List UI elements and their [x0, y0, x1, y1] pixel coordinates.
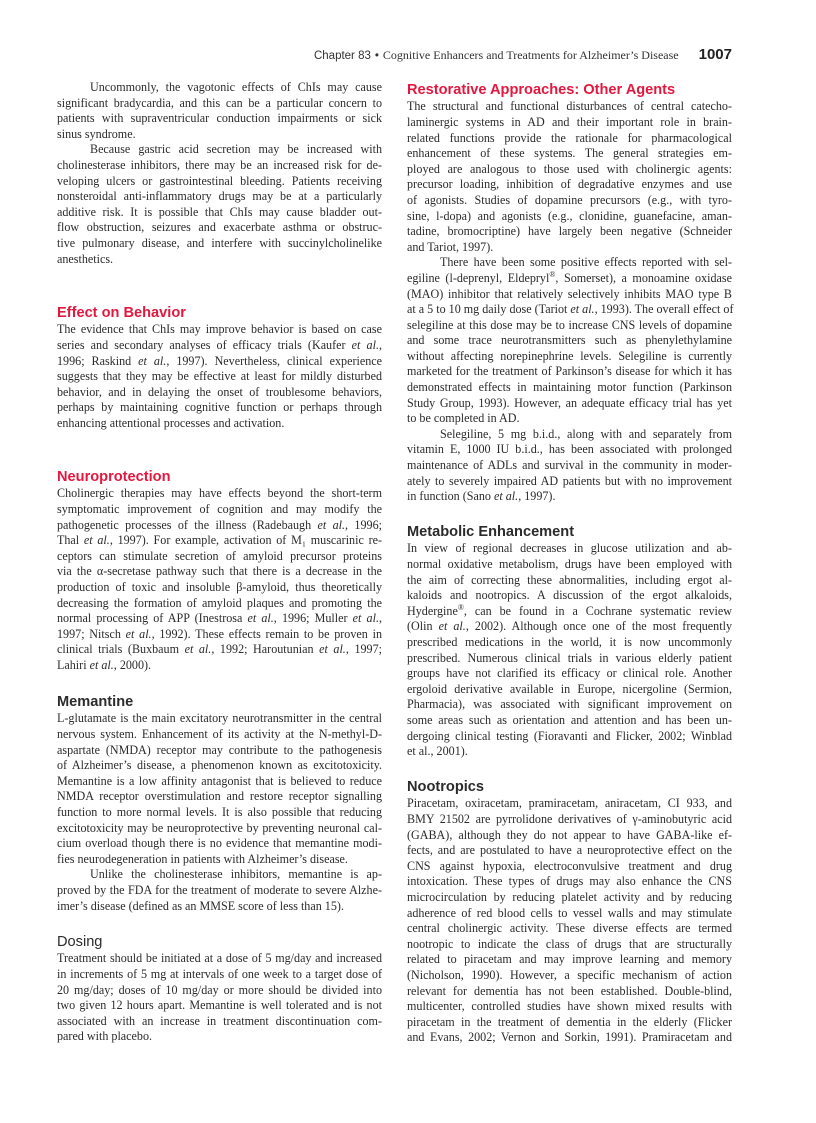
text-line: production of toxic and insoluble β-amyloid, thus theoretically: [57, 579, 382, 594]
text-line: associated with an increase in treatment discontinuation com-: [57, 1013, 382, 1028]
text-line: cium overload though there is no evidence that memantine modi-: [57, 836, 382, 851]
text-line: maintenance of ADLs and survival in the community in moder-: [407, 458, 732, 473]
text-line: precursor loading, inhibition of degradative enzymes and use: [407, 177, 732, 192]
section-heading: Nootropics: [407, 779, 485, 795]
text-line: without affecting norepinephrine levels. Selegiline is currently: [407, 348, 732, 363]
text-line: and Evans, 2002; Vernon and Sorkin, 1991). Pramiracetam and: [407, 1030, 732, 1045]
paragraph: [407, 99, 732, 255]
text-line: additive risk. It is possible that ChIs may cause bladder out-: [57, 204, 382, 219]
text-line: suggests that they may be effective at least for mildly disturbed: [57, 369, 382, 384]
text-line: In view of regional decreases in glucose utilization and ab-: [407, 541, 732, 556]
text-line: Uncommonly, the vagotonic effects of ChIs may cause: [90, 80, 382, 94]
text-line: selegiline at this dose may be to increase CNS levels of dopamine: [407, 317, 732, 332]
text-line: imer’s disease (defined as an MMSE score of less than 15).: [57, 898, 344, 913]
text-line: nonsteroidal anti-inflammatory drugs may be at a particularly: [57, 189, 382, 204]
text-line: groups have not clarified its efficacy or clinical role. Another: [407, 666, 732, 681]
chapter-label: Chapter 83: [313, 50, 371, 62]
text-line: NMDA receptor overstimulation and restore receptor signalling: [57, 789, 382, 804]
paragraph: [57, 867, 382, 914]
text-line: 1997; Nitsch et al., 1992). These effects remain to be proven in: [57, 626, 382, 641]
text-line: and some trace neurotransmitters such as phenylethylamine: [407, 333, 732, 348]
text-line: sinus syndrome.: [57, 126, 136, 141]
text-line: normal oxidative metabolism, drugs have been employed with: [407, 556, 732, 571]
text-line: of agonists. Studies of dopamine precursors (e.g., with tyro-: [407, 192, 732, 207]
paragraph: [57, 711, 382, 867]
text-line: proved by the FDA for the treatment of moderate to severe Alzhe-: [57, 882, 382, 897]
text-line: Thal et al., 1997). For example, activation of M₁ muscarinic re-: [57, 533, 382, 548]
text-line: (GABA), although they do not appear to have GABA-like ef-: [407, 827, 732, 842]
paragraph: [407, 427, 732, 505]
text-line: cholinesterase inhibitors, there may be an increased risk for de-: [57, 157, 382, 172]
paragraph: [407, 255, 732, 427]
text-line: veloping ulcers or gastrointestinal bleeding. Patients receiving: [57, 173, 382, 188]
text-line: multicenter, controlled studies have shown mixed results with: [407, 999, 732, 1014]
paragraph: [407, 541, 732, 759]
text-line: ployed are analogous to those used with cholinergic agents:: [407, 161, 732, 176]
text-line: of Alzheimer’s disease, a phenomenon known as excitotoxicity.: [57, 758, 382, 773]
text-line: decreasing the formation of amyloid plaques and promoting the: [57, 595, 382, 610]
header-bullet: •: [374, 50, 379, 62]
text-line: related to piracetam and may improve learning and memory: [407, 952, 732, 967]
text-line: pathogenetic processes of the illness (Radebaugh et al., 1996;: [57, 517, 382, 532]
text-line: Study Group, 1993). However, an adequate efficacy trial has yet: [407, 395, 732, 410]
text-line: in function (Sano et al., 1997).: [407, 489, 556, 504]
section: [57, 933, 382, 1045]
text-line: kaloids and nootropics. A discussion of the ergot alkaloids,: [407, 588, 732, 603]
section-heading: Effect on Behavior: [57, 305, 186, 321]
text-line: Unlike the cholinesterase inhibitors, memantine is ap-: [90, 867, 382, 882]
text-line: adherence of red blood cells to vessel walls and may stimulate: [407, 905, 732, 920]
text-line: normal processing of APP (Inestrosa et al., 1996; Muller et al.,: [57, 611, 382, 626]
text-line: to be completed in AD.: [407, 411, 520, 426]
text-line: Pharmacia), was associated with significant improvement on: [407, 697, 732, 712]
text-line: piracetam in the treatment of dementia in the elderly (Flicker: [407, 1014, 732, 1029]
section-heading: Neuroprotection: [57, 469, 171, 485]
paragraph: [57, 80, 382, 142]
text-line: behavior, and in delaying the onset of troublesome behaviors,: [57, 384, 382, 399]
text-line: Cholinergic therapies may have effects beyond the short-term: [57, 486, 382, 501]
text-line: (Olin et al., 2002). Although once one of the most frequently: [407, 619, 732, 634]
text-line: Because gastric acid secretion may be increased with: [90, 142, 382, 157]
text-line: Piracetam, oxiracetam, pramiracetam, aniracetam, CI 933, and: [407, 796, 732, 811]
text-line: prescribed. Numerous clinical trials in various elderly patient: [407, 650, 732, 665]
text-line: Lahiri et al., 2000).: [57, 657, 152, 672]
text-line: related functions provide the rationale for pharmacological: [407, 130, 732, 145]
section: [407, 778, 732, 1046]
text-line: fies neurodegeneration in patients with Alzheimer’s disease.: [57, 851, 348, 866]
text-line: BMY 21502 are pyrrolidone derivatives of γ-aminobutyric acid: [407, 811, 732, 826]
text-line: demonstrated effects in maintaining motor function (Parkinson: [407, 380, 732, 395]
paragraph: [407, 796, 732, 1046]
text-line: prescribed medications in the world, it is now uncommonly: [407, 634, 732, 649]
text-line: dergoing clinical testing (Fioravanti and Flicker, 2002; Winblad: [407, 728, 732, 743]
text-line: enhancement of these systems. The general strategies em-: [407, 146, 732, 161]
text-line: laminergic systems in AD and their important role in brain-: [407, 114, 732, 129]
paragraph: [57, 322, 382, 431]
text-line: microcirculation by reducing platelet activity and by reducing: [407, 889, 732, 904]
text-line: function to more normal levels. It is also possible that reducing: [57, 804, 382, 819]
text-line: tadine, bromocriptine) have largely been negative (Schneider: [407, 224, 732, 239]
text-line: nervous system. Enhancement of its activity at the N-methyl-D-: [57, 726, 382, 741]
text-line: tive pulmonary disease, and interfere with succinylcholinelike: [57, 235, 382, 250]
section-heading: Metabolic Enhancement: [407, 524, 575, 540]
text-line: fects, and are postulated to have a neuroprotective effect on the: [407, 843, 732, 858]
paragraph: [57, 486, 382, 673]
text-line: CNS against hypoxia, electroconvulsive treatment and drug: [407, 858, 732, 873]
text-line: excitotoxicity may be neuroprotective by preventing neuronal cal-: [57, 820, 382, 835]
page-number: 1007: [698, 46, 732, 63]
text-line: Selegiline, 5 mg b.i.d., along with and separately from: [440, 426, 732, 441]
text-line: pared with placebo.: [57, 1029, 153, 1044]
text-line: Hydergine®, can be found in a Cochrane systematic review: [407, 602, 732, 618]
text-line: (MAO) inhibitor that relatively selectively inhibits MAO type B: [407, 286, 732, 301]
text-line: patients with supraventricular conduction impairments or sick: [57, 111, 382, 126]
text-line: in increments of 5 mg at intervals of one week to a target dose of: [57, 966, 382, 981]
section: [407, 523, 732, 760]
text-line: ceptors can stimulate secretion of amyloid precursor proteins: [57, 548, 382, 563]
text-line: some areas such as orientation and attention and has been un-: [407, 712, 732, 727]
text-line: enhancing attentional processes and activation.: [57, 415, 285, 430]
section: [57, 304, 382, 432]
text-line: ately to severely impaired AD patients but with no improvement: [407, 473, 732, 488]
text-line: egiline (l-deprenyl, Eldepryl®, Somerset), a monoamine oxidase: [407, 269, 732, 285]
text-line: perhaps by maintaining cognitive function or perhaps through: [57, 400, 382, 415]
text-line: anesthetics.: [57, 251, 114, 266]
section-heading: Dosing: [57, 934, 103, 950]
chapter-title: Cognitive Enhancers and Treatments for Alzheimer’s Disease: [382, 48, 679, 62]
section: [57, 468, 382, 674]
text-line: marketed for the treatment of Parkinson’s disease for which it has: [407, 364, 732, 379]
text-line: et al., 2001).: [407, 744, 468, 759]
text-line: sine, l-dopa) and agonists (e.g., clonidine, guanefacine, aman-: [407, 208, 732, 223]
running-header: [314, 47, 732, 64]
text-line: There have been some positive effects reported with sel-: [440, 255, 732, 270]
text-line: at a 5 to 10 mg daily dose (Tariot et al., 1993). The overall effect of: [407, 302, 734, 317]
text-line: aspartate (NMDA) receptor may contribute to the pathogenesis: [57, 742, 382, 757]
text-line: (Nicholson, 1990). However, a specific mechanism of action: [407, 967, 732, 982]
text-line: symptomatic improvement of cognition and may modify the: [57, 501, 382, 516]
text-line: significant bradycardia, and this can be a particular concern to: [57, 95, 382, 110]
paragraph: [57, 142, 382, 267]
text-line: two given 12 hours apart. Memantine is well tolerated and is not: [57, 998, 382, 1013]
text-line: and Tariot, 1997).: [407, 239, 494, 254]
text-line: via the α-secretase pathway such that there is a decrease in the: [57, 564, 382, 579]
text-line: central cholinergic activity. These diverse effects are termed: [407, 921, 732, 936]
text-line: clinical trials (Buxbaum et al., 1992; Haroutunian et al., 1997;: [57, 642, 382, 657]
text-line: L-glutamate is the main excitatory neurotransmitter in the central: [57, 711, 382, 726]
section: [57, 80, 382, 267]
text-line: relevant for dementia has not been established. Double-blind,: [407, 983, 732, 998]
section-heading: Memantine: [57, 694, 134, 710]
text-line: vitamin E, 1000 IU b.i.d., has been associated with prolonged: [407, 442, 732, 457]
text-line: 1996; Raskind et al., 1997). Nevertheless, clinical experience: [57, 353, 382, 368]
paragraph: [57, 951, 382, 1045]
section: [407, 81, 732, 505]
text-line: 20 mg/day; doses of 10 mg/day or more should be divided into: [57, 982, 382, 997]
section: [57, 693, 382, 914]
text-line: the aim of correcting these abnormalities, including ergot al-: [407, 572, 732, 587]
text-line: The structural and functional disturbances of central catecho-: [407, 99, 732, 114]
text-line: Treatment should be initiated at a dose of 5 mg/day and increased: [57, 951, 382, 966]
text-line: intoxication. These types of drugs may also enhance the CNS: [407, 874, 732, 889]
text-line: nootropic to indicate the class of drugs that are structurally: [407, 936, 732, 951]
text-line: ergoloid derivative available in Europe, nicergoline (Sermion,: [407, 681, 732, 696]
text-line: series and secondary analyses of efficacy trials (Kaufer et al.,: [57, 337, 382, 352]
text-line: flow obstruction, seizures and exacerbate asthma or obstruc-: [57, 220, 382, 235]
text-line: The evidence that ChIs may improve behavior is based on case: [57, 322, 382, 337]
section-heading: Restorative Approaches: Other Agents: [407, 82, 676, 98]
text-line: Memantine is a low affinity antagonist that is believed to reduce: [57, 773, 382, 788]
